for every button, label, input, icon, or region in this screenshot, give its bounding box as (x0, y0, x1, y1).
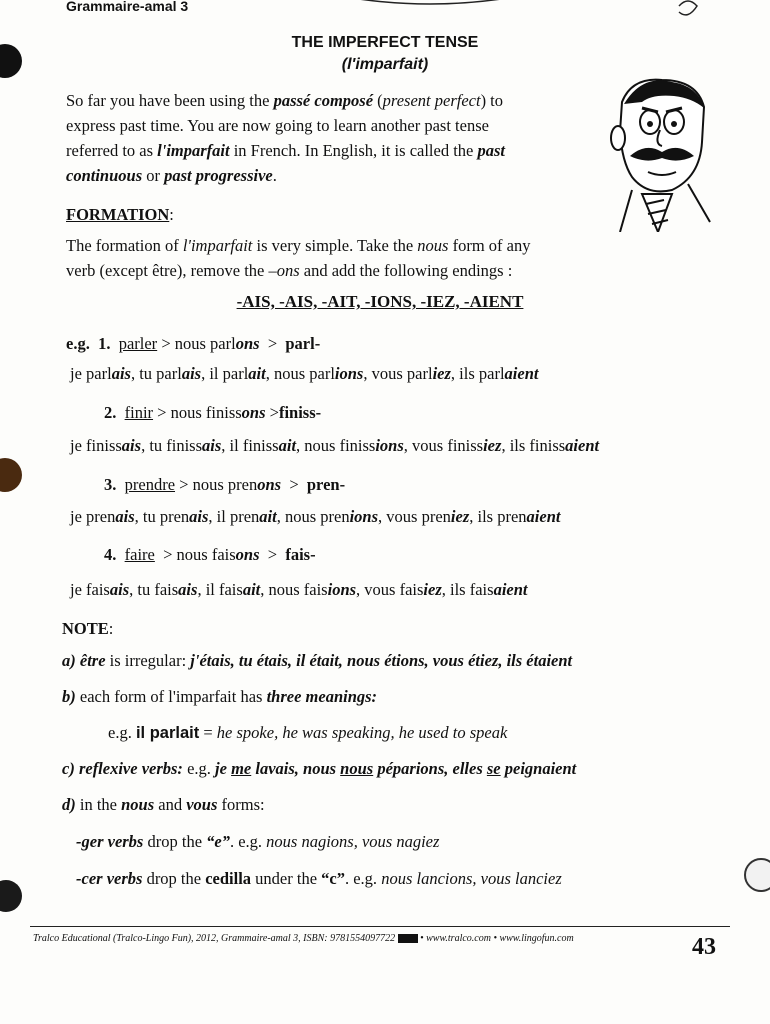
text: pren- (306, 475, 346, 494)
text: > (179, 475, 189, 494)
text: ais (189, 507, 209, 526)
text: nous (121, 795, 155, 814)
text: > (267, 334, 278, 353)
text: Tralco Educational (Tralco-Lingo Fun), 2012, Grammaire-amal 3, ISBN: 9781554097722 (33, 933, 396, 944)
text: is irregular: (105, 651, 191, 670)
text: ons (235, 334, 260, 353)
binder-hole-4 (744, 858, 770, 892)
example-1-conj (70, 361, 538, 386)
text: 3. (104, 475, 117, 494)
text: péparions, elles (373, 759, 487, 778)
text: , vous fais (356, 580, 424, 599)
text: : (169, 205, 174, 224)
text: > (157, 403, 167, 422)
text: j'étais, tu étais, il était, nous étions, vous étiez, ils étaient (190, 651, 573, 670)
note-cer (76, 866, 562, 891)
text: nous (340, 759, 374, 778)
text: verb (except être), remove the (66, 261, 269, 280)
text: So far you have been using the (66, 91, 274, 110)
text: three meanings: (266, 687, 378, 706)
text: aient (504, 364, 539, 383)
text: ions (327, 580, 357, 599)
text: , nous fais (260, 580, 328, 599)
text: ait (278, 436, 297, 455)
text: fais- (285, 545, 316, 564)
text: , il finiss (221, 436, 279, 455)
text: , nous pren (276, 507, 350, 526)
text: faire (124, 545, 155, 564)
text: “e” (206, 832, 230, 851)
text: , vous parl (363, 364, 433, 383)
text: , ils pren (469, 507, 527, 526)
text: a) (62, 651, 76, 670)
text: ions (375, 436, 404, 455)
text: se (486, 759, 501, 778)
text: 4. (104, 545, 117, 564)
text: peignaient (500, 759, 577, 778)
text: ait (248, 364, 266, 383)
text: , nous parl (265, 364, 335, 383)
text: iez (450, 507, 470, 526)
text: , tu pren (134, 507, 190, 526)
text: ais (109, 580, 130, 599)
text: = (199, 723, 217, 742)
text: , vous pren (378, 507, 451, 526)
publisher-logo-icon (398, 934, 418, 943)
text: . e.g. (344, 869, 382, 888)
text: je pren (70, 507, 116, 526)
text: express past time. You are now going to learn another past tense (66, 116, 489, 135)
note-d (62, 792, 265, 817)
note-a (62, 648, 572, 673)
text: in the (75, 795, 122, 814)
example-3-head (104, 472, 345, 497)
text: ais (178, 580, 198, 599)
text: referred to as (66, 141, 158, 160)
scan-edge-curve (340, 0, 520, 10)
text: , il parl (201, 364, 249, 383)
example-4-head (104, 542, 316, 567)
text: . e.g. (229, 832, 267, 851)
text: drop the (143, 832, 207, 851)
text: finiss- (278, 403, 322, 422)
footer-credit (33, 933, 574, 944)
text: je parl (70, 364, 112, 383)
text: e.g. (66, 334, 90, 353)
text: ais (111, 364, 131, 383)
text: past progressive (164, 166, 273, 185)
example-2-conj (70, 433, 599, 458)
text: ons (235, 545, 260, 564)
text: parler (118, 334, 158, 353)
text: il parlait (135, 724, 200, 742)
text: vous (186, 795, 218, 814)
text: nous (417, 236, 449, 255)
text: ) to (480, 91, 504, 110)
text: , tu finiss (141, 436, 203, 455)
text: iez (432, 364, 451, 383)
text: : (108, 619, 114, 638)
binder-hole-3 (0, 880, 22, 912)
text: present perfect (382, 91, 481, 110)
endings-line: -AIS, -AIS, -AIT, -IONS, -IEZ, -AIENT (236, 292, 524, 311)
text: aient (526, 507, 561, 526)
text: nous lancions, vous lanciez (381, 869, 562, 888)
text: je fais (70, 580, 110, 599)
text: nous nagions, vous nagiez (266, 832, 440, 851)
text: and (154, 795, 187, 814)
text: • www.tralco.com • www.lingofun.com (420, 933, 574, 944)
text: > (289, 475, 299, 494)
text: ais (121, 436, 142, 455)
text: l'imparfait (182, 236, 253, 255)
text: in French. In English, it is called the (229, 141, 478, 160)
text: être (79, 651, 106, 670)
text: -ger verbs (76, 832, 144, 851)
text: . (272, 166, 277, 185)
text: prendre (124, 475, 176, 494)
text: ions (334, 364, 364, 383)
text: l'imparfait (157, 141, 230, 160)
text: cedilla (205, 869, 252, 888)
text: he spoke, he was speaking, he used to speak (216, 723, 508, 742)
text: , tu parl (130, 364, 182, 383)
text: c) reflexive verbs: (62, 759, 183, 778)
example-3-conj (70, 504, 560, 529)
text: –ons (268, 261, 300, 280)
text: each form of l'imparfait has (75, 687, 267, 706)
text: ait (259, 507, 277, 526)
text: is very simple. Take the (252, 236, 418, 255)
text: ais (115, 507, 135, 526)
text: e.g. (182, 759, 216, 778)
text: , ils parl (450, 364, 505, 383)
text: ais (181, 364, 202, 383)
text: continuous (66, 166, 143, 185)
intro-paragraph (66, 88, 596, 188)
formation-paragraph (66, 233, 626, 283)
text: me (231, 759, 252, 778)
text: > (267, 545, 278, 564)
text: and add the following endings : (299, 261, 513, 280)
binder-hole-2 (0, 458, 22, 492)
text: The formation of (66, 236, 183, 255)
text: NOTE (62, 619, 109, 638)
text: ait (242, 580, 261, 599)
text: d) (62, 795, 76, 814)
text: -cer verbs (76, 869, 143, 888)
text: ais (202, 436, 222, 455)
text: je finiss (70, 436, 122, 455)
text: parl- (285, 334, 321, 353)
text: , vous finiss (403, 436, 484, 455)
text: under the (251, 869, 322, 888)
text: iez (423, 580, 442, 599)
text: nous fais (176, 545, 236, 564)
page-number: 43 (692, 934, 716, 960)
text: > (161, 334, 171, 353)
text: , ils finiss (501, 436, 566, 455)
text: e.g. (108, 723, 136, 742)
scan-mark-icon (675, 0, 701, 20)
text: 1. (98, 334, 111, 353)
text: > (269, 403, 279, 422)
example-1-head (66, 331, 320, 356)
example-2-head (104, 400, 321, 425)
text: nous finiss (170, 403, 242, 422)
text: ons (257, 475, 282, 494)
note-ger (76, 829, 439, 854)
note-c (62, 756, 576, 781)
text: , il fais (197, 580, 243, 599)
text: “c” (321, 869, 345, 888)
text: lavais, nous (251, 759, 341, 778)
cartoon-man-illustration (602, 72, 720, 232)
text: , ils fais (441, 580, 494, 599)
text: nous parl (174, 334, 236, 353)
text: FORMATION (66, 205, 170, 224)
text: , tu fais (129, 580, 179, 599)
text: passé composé (273, 91, 374, 110)
book-title: Grammaire-amal 3 (66, 0, 189, 14)
text: aient (565, 436, 600, 455)
text: aient (493, 580, 528, 599)
note-b (62, 684, 377, 709)
text: iez (483, 436, 502, 455)
text: , il pren (208, 507, 260, 526)
text: 2. (104, 403, 117, 422)
note-b-example (108, 720, 507, 746)
example-4-conj (70, 577, 527, 602)
text: forms: (217, 795, 265, 814)
text: ions (349, 507, 379, 526)
note-heading (62, 616, 113, 641)
page-subtitle: (l'imparfait) (341, 56, 429, 73)
text: > (163, 545, 173, 564)
text: je (215, 759, 232, 778)
footer-rule (30, 926, 730, 927)
text: ons (241, 403, 266, 422)
text: nous pren (192, 475, 258, 494)
text: b) (62, 687, 76, 706)
text: or (142, 166, 165, 185)
text: past (477, 141, 506, 160)
formation-heading (66, 202, 174, 227)
page-title: THE IMPERFECT TENSE (291, 34, 479, 51)
text: ( (373, 91, 383, 110)
text: , nous finiss (296, 436, 376, 455)
text: form of any (448, 236, 531, 255)
text: drop the (142, 869, 206, 888)
text: finir (124, 403, 154, 422)
